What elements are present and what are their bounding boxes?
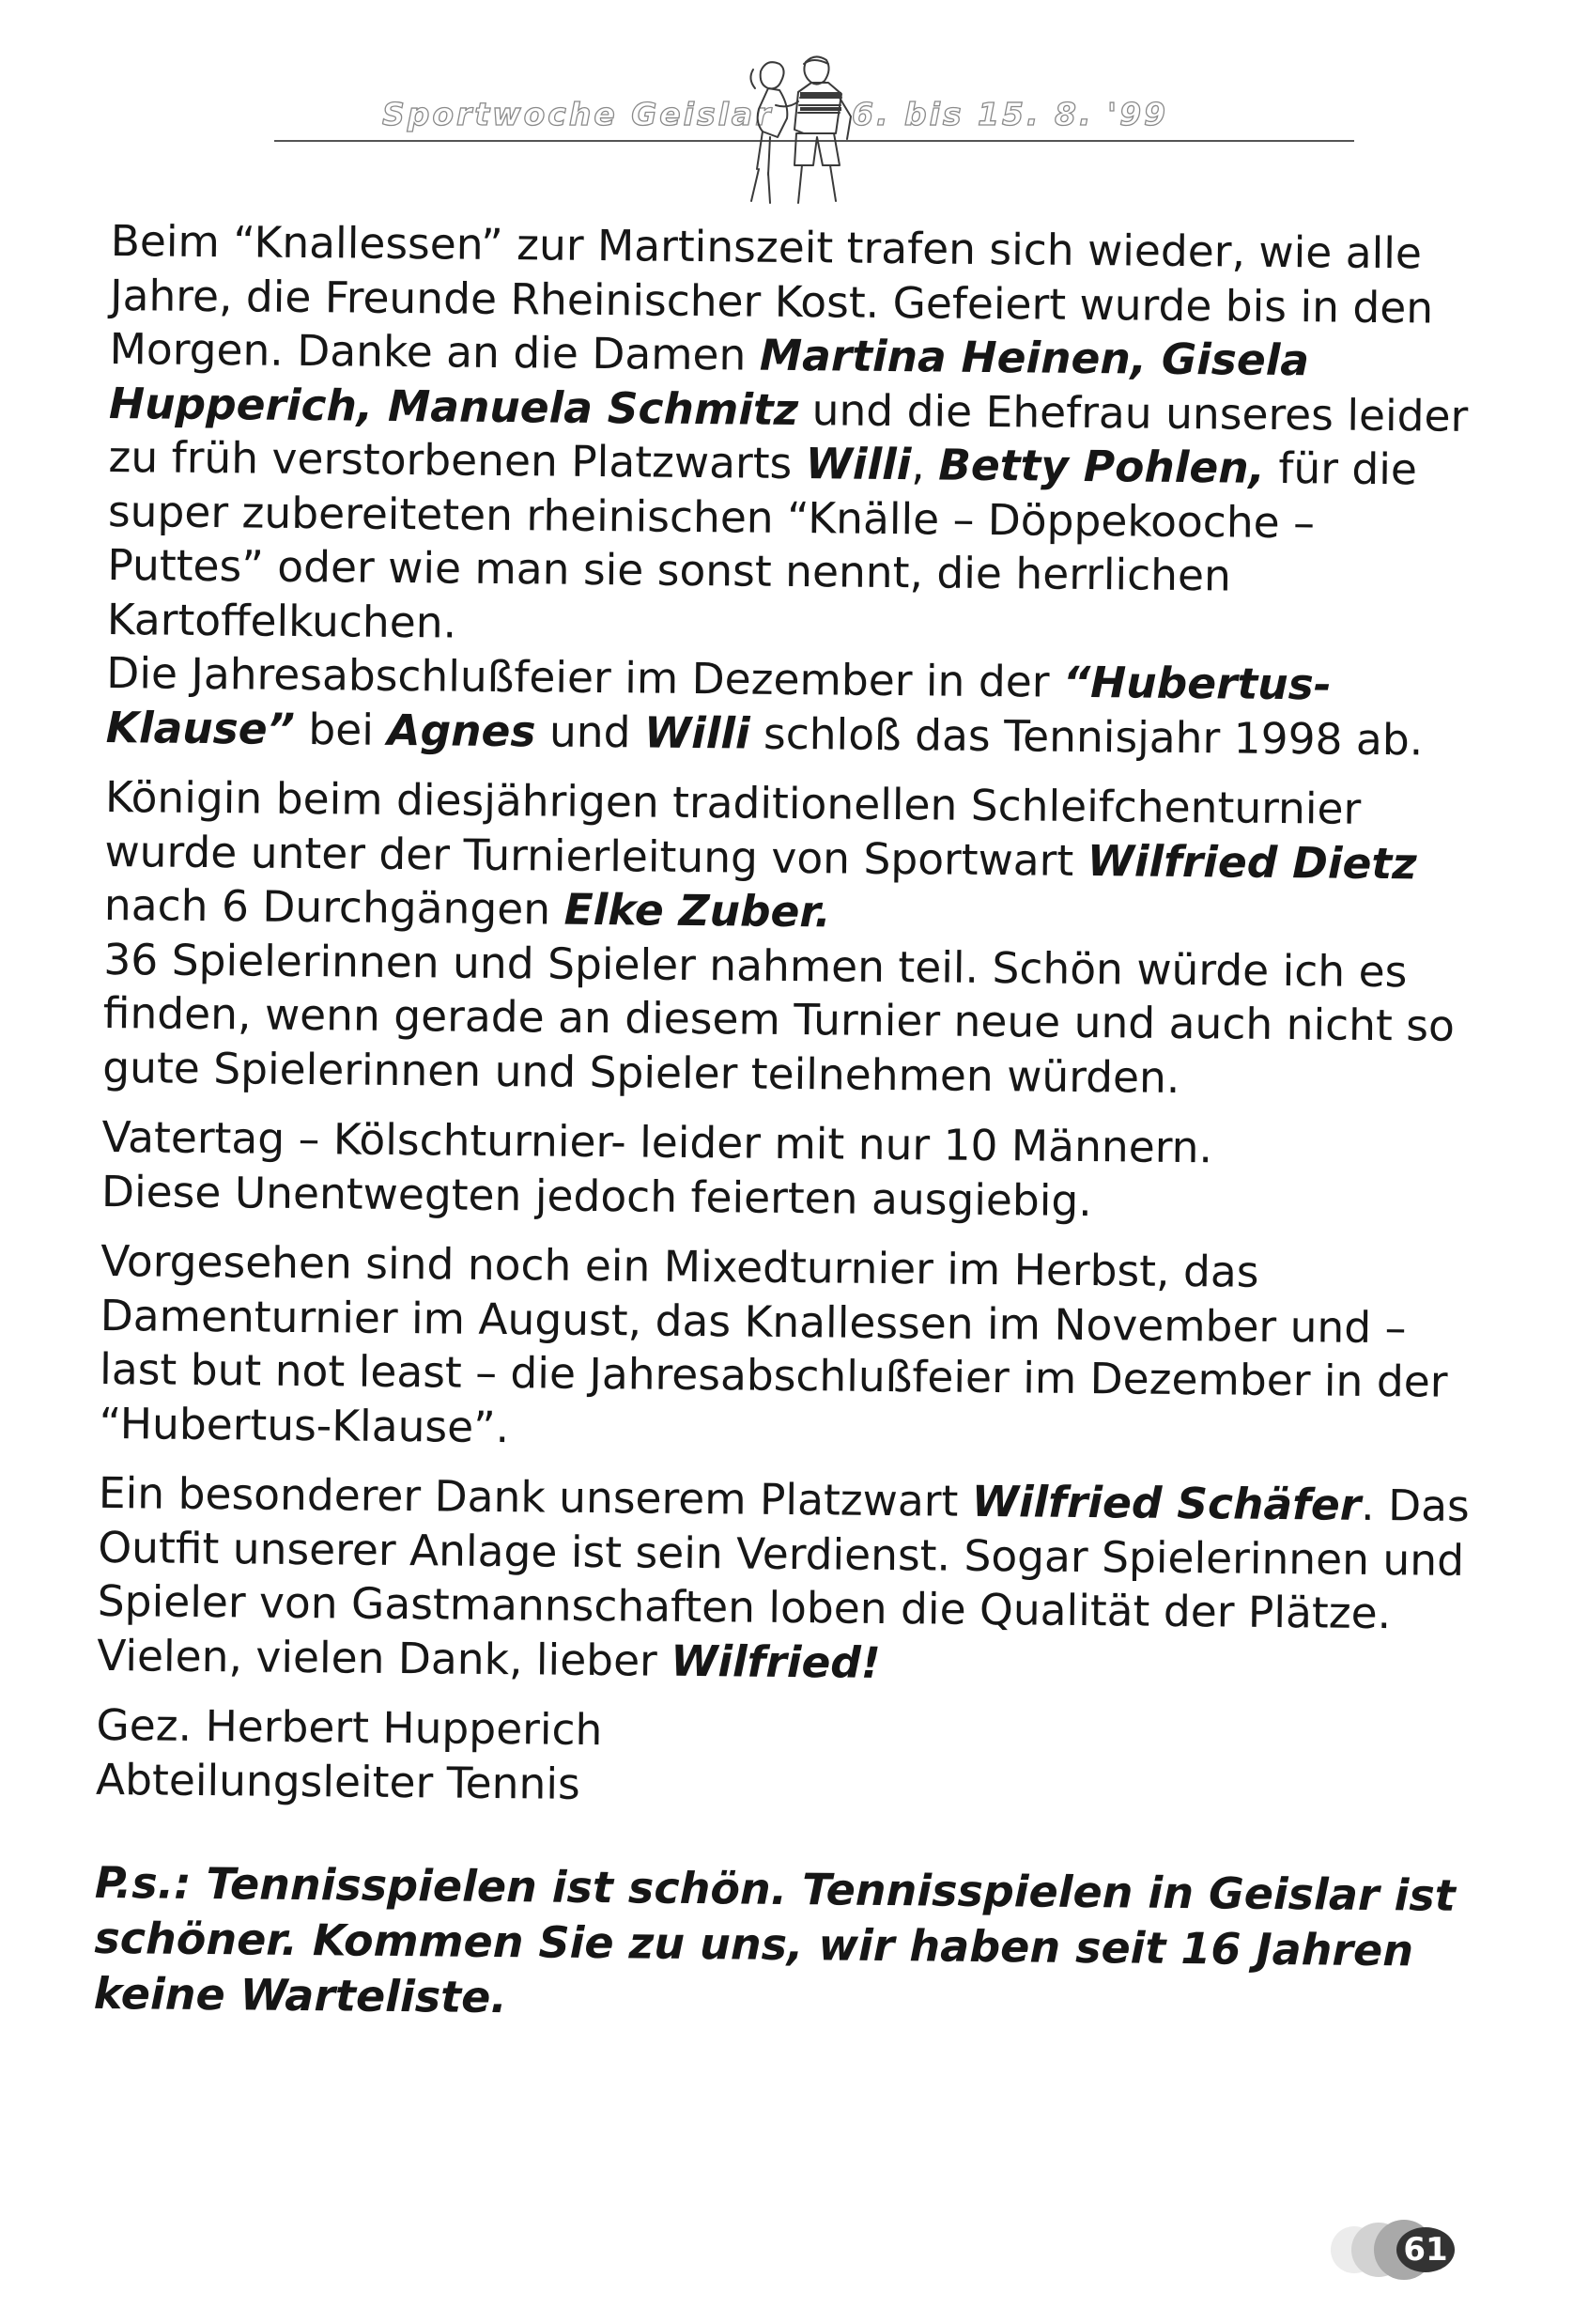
name-wilfried-dietz: Wilfried Dietz — [1087, 835, 1417, 889]
paragraph-dank: Ein besonderer Dank unserem Platzwart Wilfried Schäfer. Das Outfit unserer Anlage ist sein Verdienst. Sogar Spielerinnen und Spieler von Gastmannschaften loben die Qualität der Plätze. Vielen, vielen Dank, lieber Wilfried! — [97, 1467, 1471, 1688]
header-dates: 6. bis 15. 8. '99 — [852, 96, 1169, 132]
name-wilfried-schaefer: Wilfried Schäfer — [971, 1476, 1362, 1530]
page-header — [274, 51, 1354, 210]
page-number: 61 — [1396, 2227, 1455, 2272]
header-title: Sportwoche Geislar — [382, 96, 774, 132]
signature-role: Abteilungsleiter Tennis — [95, 1754, 580, 1809]
signature-block — [96, 1698, 1468, 1820]
paragraph-knallessen: Beim “Knallessen” zur Martinszeit trafen sich wieder, wie alle Jahre, die Freunde Rheinischer Kost. Gefeiert wurde bis in den Morgen. Danke an die Damen Martina Heinen, Gisela Hupperich, Manuela Schmitz und die Ehefrau unseres leider zu früh verstorbenen Platzwarts Willi, Betty Pohlen, für die super zubereiteten rheinischen “Knälle – Döppekooche – Puttes” oder wie man sie sonst nennt, die herrlichen Kartoffelkuchen. — [106, 215, 1469, 648]
name-agnes: Agnes — [387, 705, 536, 756]
article-body — [94, 214, 1482, 2035]
paragraph-schleifchenturnier: Königin beim diesjährigen traditionellen Schleifchenturnier wurde unter der Turnierleitung von Sportwart Wilfried Dietz nach 6 Durchgängen Elke Zuber. — [103, 771, 1417, 937]
paragraph-jahresabschluss: Die Jahresabschlußfeier im Dezember in der “Hubertus-Klause” bei Agnes und Willi schloß das Tennisjahr 1998 ab. — [105, 647, 1424, 765]
paragraph-teilnehmer: 36 Spielerinnen und Spieler nahmen teil. Schön würde ich es finden, wenn gerade an diesem Turnier neue und auch nicht so gute Spielerinnen und Spieler teilnehmen würden. — [102, 934, 1456, 1103]
signature-name: Gez. Herbert Hupperich — [96, 1699, 603, 1756]
postscript: P.s.: Tennisspielen ist schön. Tennisspielen in Geislar ist schöner. Kommen Sie zu uns, wir haben seit 16 Jahren keine Warteliste. — [93, 1856, 1456, 2023]
name-willi-2: Willi — [643, 706, 750, 759]
name-elke-zuber: Elke Zuber. — [563, 884, 831, 937]
names-ladies: Martina Heinen, Gisela Hupperich, Manuela Schmitz — [108, 330, 1310, 435]
name-willi: Willi — [805, 439, 912, 490]
name-wilfried: Wilfried! — [671, 1635, 881, 1688]
paragraph-vatertag: Vatertag – Kölschturnier- leider mit nur 10 Männern. Diese Unentwegten jedoch feierten ausgiebig. — [100, 1111, 1213, 1226]
paragraph-vorgesehen: Vorgesehen sind noch ein Mixedturnier im Herbst, das Damenturnier im August, das Knallessen im November und – last but not least – die Jahresabschlußfeier im Dezember in der “Hubertus-Klause”. — [99, 1235, 1448, 1452]
name-betty-pohlen: Betty Pohlen, — [938, 440, 1266, 493]
page-number-badge — [1331, 2217, 1462, 2283]
couple-illustration-icon — [725, 51, 866, 210]
name-hubertus-klause: “Hubertus-Klause” — [105, 657, 1332, 754]
